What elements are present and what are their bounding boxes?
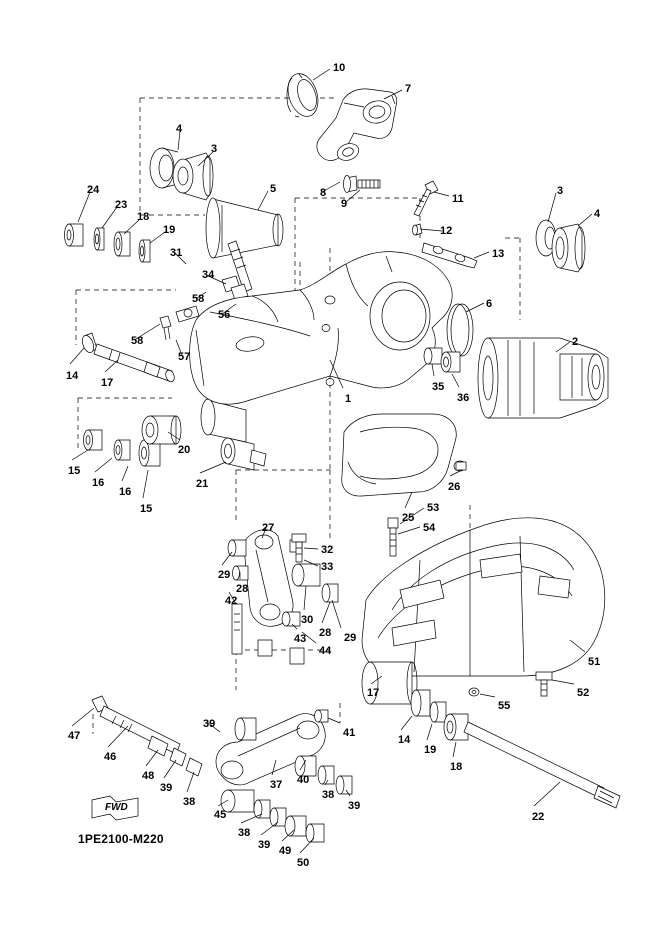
callout-number: 3 — [557, 185, 564, 197]
callout-number: 21 — [196, 478, 209, 490]
callout-number: 7 — [405, 83, 412, 95]
callout-number: 29 — [218, 569, 231, 581]
callout-number: 56 — [218, 309, 231, 321]
callout-number: 40 — [297, 774, 310, 786]
part-1-swingarm — [190, 252, 453, 405]
callout-number: 42 — [225, 595, 238, 607]
callout-number: 25 — [402, 512, 415, 524]
callout-number: 4 — [176, 123, 183, 135]
callout-number: 29 — [344, 632, 357, 644]
part-21-collar — [201, 399, 266, 470]
callout-number: 51 — [588, 656, 601, 668]
callout-number: 47 — [68, 730, 81, 742]
part-37-lower-link — [216, 714, 352, 842]
callout-number: 1 — [345, 393, 352, 405]
callout-number: 19 — [163, 224, 176, 236]
callout-number: 19 — [424, 744, 437, 756]
callout-number: 18 — [450, 761, 463, 773]
callout-number: 31 — [170, 247, 183, 259]
callout-number: 38 — [322, 789, 335, 801]
callout-number: 6 — [486, 298, 493, 310]
callout-number: 50 — [297, 857, 310, 869]
part-14-17-shaft — [80, 333, 176, 383]
part-24-23-18-19-washers — [65, 224, 151, 262]
part-22-long-bolt — [464, 722, 620, 808]
callout-number: 13 — [492, 248, 505, 260]
callout-number: 27 — [262, 522, 275, 534]
callout-number: 55 — [498, 700, 511, 712]
callout-number: 28 — [319, 627, 332, 639]
callout-number: 17 — [367, 687, 380, 699]
callout-number: 35 — [432, 381, 445, 393]
callout-number: 58 — [131, 335, 144, 347]
callout-number: 36 — [457, 392, 470, 404]
callout-number: 46 — [104, 751, 117, 763]
callout-number: 5 — [270, 183, 277, 195]
callout-number: 14 — [398, 734, 411, 746]
callout-number: 38 — [183, 796, 196, 808]
callout-number: 44 — [319, 645, 332, 657]
callout-number: 20 — [178, 444, 191, 456]
callout-number: 52 — [577, 687, 590, 699]
callout-number: 57 — [178, 351, 191, 363]
callout-number: 28 — [236, 583, 249, 595]
callout-number: 32 — [321, 544, 334, 556]
callout-number: 39 — [203, 718, 216, 730]
callout-number: 26 — [448, 481, 461, 493]
callout-number: 16 — [92, 477, 105, 489]
callout-number: 41 — [343, 727, 356, 739]
part-51-mudguard — [362, 518, 605, 676]
callout-number: 49 — [279, 845, 292, 857]
callout-number: 53 — [427, 502, 440, 514]
callout-number: 39 — [160, 782, 173, 794]
callout-number: 14 — [66, 370, 79, 382]
callout-number: 48 — [142, 770, 155, 782]
callout-number: 23 — [115, 199, 128, 211]
callout-number: 30 — [301, 614, 314, 626]
callout-number: 2 — [572, 336, 579, 348]
fwd-label: FWD — [105, 802, 128, 813]
callout-number: 9 — [341, 198, 348, 210]
part-8-9-bolt — [344, 176, 381, 193]
part-4-3-bearings-left — [150, 148, 213, 200]
callout-number: 18 — [137, 211, 150, 223]
callout-number: 3 — [211, 143, 218, 155]
callout-number: 58 — [192, 293, 205, 305]
fwd-direction-marker — [88, 795, 142, 821]
callout-number: 37 — [270, 779, 283, 791]
callout-number: 15 — [140, 503, 153, 515]
callout-number: 39 — [258, 839, 271, 851]
part-3-4-bearings-right — [536, 220, 585, 272]
part-7-bracket — [317, 89, 397, 163]
part-5-collar — [206, 198, 283, 258]
callout-number: 17 — [101, 377, 114, 389]
callout-number: 33 — [321, 561, 334, 573]
callout-number: 54 — [423, 522, 436, 534]
callout-number: 12 — [440, 225, 453, 237]
callout-number: 22 — [532, 811, 545, 823]
callout-number: 24 — [87, 184, 100, 196]
callout-number: 45 — [214, 809, 227, 821]
callout-number: 4 — [594, 208, 601, 220]
callout-number: 10 — [333, 62, 346, 74]
callout-number: 34 — [202, 269, 215, 281]
callout-number: 15 — [68, 465, 81, 477]
callout-number: 39 — [348, 800, 361, 812]
part-20-bushing — [142, 416, 181, 444]
part-2-housing — [478, 338, 608, 418]
callout-number: 43 — [294, 633, 307, 645]
callout-number: 11 — [452, 193, 464, 205]
part-number-code: 1PE2100-M220 — [78, 832, 164, 846]
part-41-washer — [315, 710, 329, 722]
part-11-bolt — [414, 181, 438, 216]
callout-number: 8 — [320, 187, 327, 199]
callout-number: 38 — [238, 827, 251, 839]
callout-number: 16 — [119, 486, 132, 498]
part-53-54-bolt — [388, 518, 398, 556]
part-46-47-bolt — [92, 696, 202, 776]
